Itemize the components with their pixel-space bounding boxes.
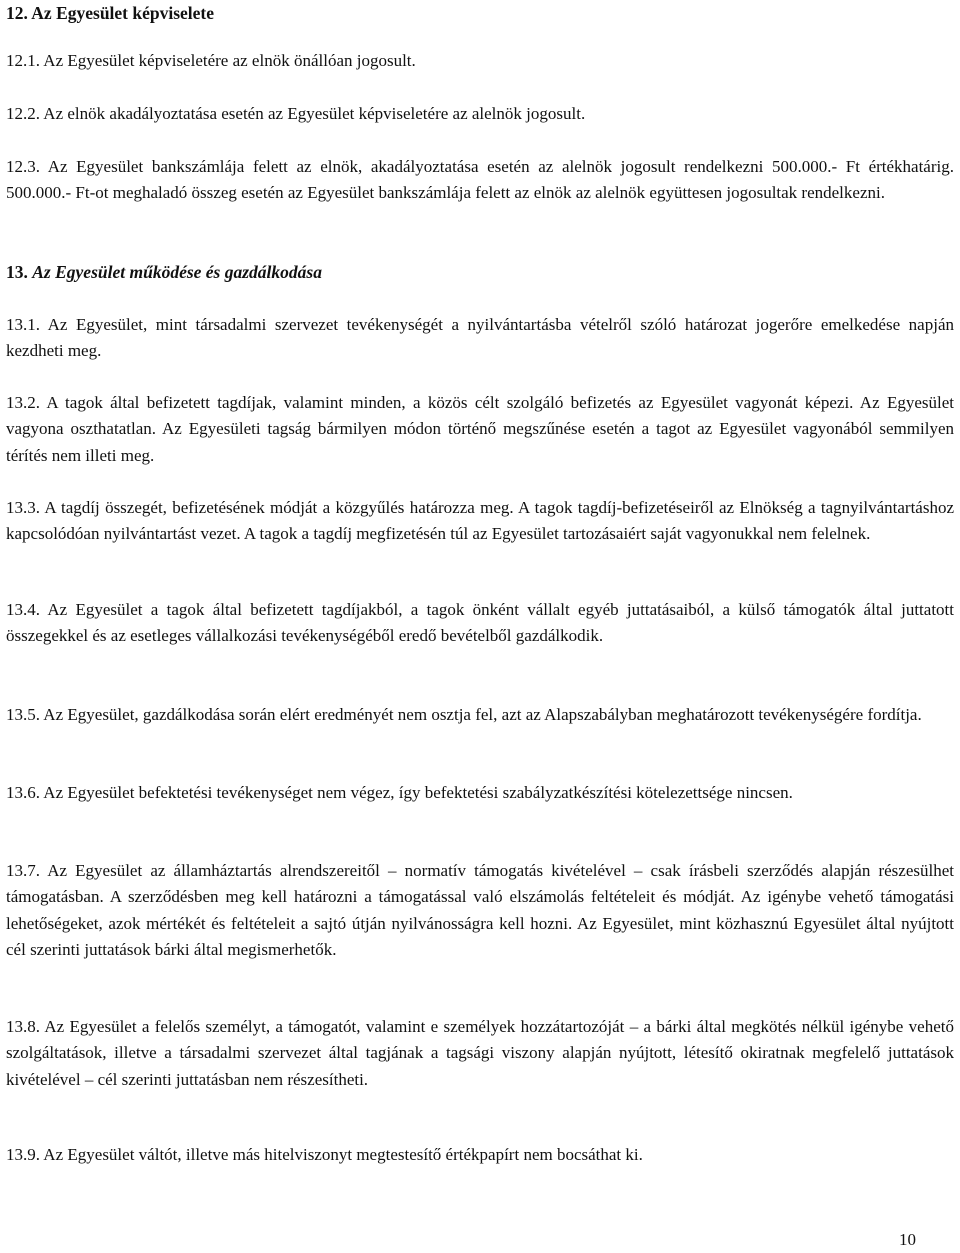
section-12-heading: 12. Az Egyesület képviselete — [6, 3, 215, 23]
paragraph-12-2: 12.2. Az elnök akadályoztatása esetén az Egyesület képviseletére az alelnök jogosult. — [6, 104, 586, 123]
paragraph-13-6: 13.6. Az Egyesület befektetési tevékenységet nem végez, így befektetési szabályzatkészítési kötelezettsége nincsen. — [6, 783, 793, 802]
section-13-heading-text: Az Egyesület működése és gazdálkodása — [32, 262, 322, 282]
page-number: 10 — [899, 1230, 916, 1249]
paragraph-13-5: 13.5. Az Egyesület, gazdálkodása során elért eredményét nem osztja fel, azt az Alapszabályban meghatározott tevékenységére fordítja. — [6, 705, 922, 724]
section-13-heading — [6, 259, 322, 285]
paragraph-12-3: 12.3. Az Egyesület bankszámlája felett az elnök, akadályoztatása esetén az alelnök jogosult rendelkezni 500.000.- Ft értékhatárig. 500.000.- Ft-ot meghaladó összeg esetén az Egyesület bankszámlája felett az elnök az alelnök együttesen jogosultak rendelkezni. — [6, 157, 954, 203]
paragraph-13-2: 13.2. A tagok által befizetett tagdíjak, valamint minden, a közös célt szolgáló befizetés az Egyesület vagyonát képezi. Az Egyesület vagyona oszthatatlan. Az Egyesületi tagság bármilyen módon történő megszűnése esetén a tagot az Egyesület vagyonából semmilyen térítés nem illeti meg. — [6, 393, 954, 465]
paragraph-13-9: 13.9. Az Egyesület váltót, illetve más hitelviszonyt megtestesítő értékpapírt nem bocsáthat ki. — [6, 1145, 643, 1164]
section-13-heading-number: 13. — [6, 262, 33, 282]
paragraph-12-1: 12.1. Az Egyesület képviseletére az elnök önállóan jogosult. — [6, 51, 416, 70]
paragraph-13-1: 13.1. Az Egyesület, mint társadalmi szervezet tevékenységét a nyilvántartásba vételről szóló határozat jogerőre emelkedése napján kezdheti meg. — [6, 315, 954, 361]
paragraph-13-7: 13.7. Az Egyesület az államháztartás alrendszereitől – normatív támogatás kivételével – csak írásbeli szerződés alapján részesülhet támogatásban. A szerződésben meg kell határozni a támogatással való elszámolás feltételeit és módját. Az igénybe vehető támogatási lehetőségeket, azok mértékét és feltételeit a sajtó útján nyilvánosságra kell hozni. Az Egyesület, mint közhasznú Egyesület által nyújtott cél szerinti juttatások bárki által megismerhetők. — [6, 861, 954, 959]
paragraph-13-8: 13.8. Az Egyesület a felelős személyt, a támogatót, valamint e személyek hozzátartozóját – a bárki által megkötés nélkül igénybe vehető szolgáltatások, illetve a társadalmi szervezet által tagjának a tagsági viszony alapján nyújtott, létesítő okiratnak megfelelő juttatások kivételével – cél szerinti juttatásban nem részesítheti. — [6, 1017, 954, 1089]
paragraph-13-3: 13.3. A tagdíj összegét, befizetésének módját a közgyűlés határozza meg. A tagok tagdíj-befizetéseiről az Elnökség a tagnyilvántartáshoz kapcsolódóan nyilvántartást vezet. A tagok a tagdíj megfizetésén túl az Egyesület tartozásaiért saját vagyonukkal nem felelnek. — [6, 498, 954, 544]
paragraph-13-4: 13.4. Az Egyesület a tagok által befizetett tagdíjakból, a tagok önként vállalt egyéb juttatásaiból, a külső támogatók által juttatott összegekkel és az esetleges vállalkozási tevékenységéből eredő bevételből gazdálkodik. — [6, 600, 954, 646]
